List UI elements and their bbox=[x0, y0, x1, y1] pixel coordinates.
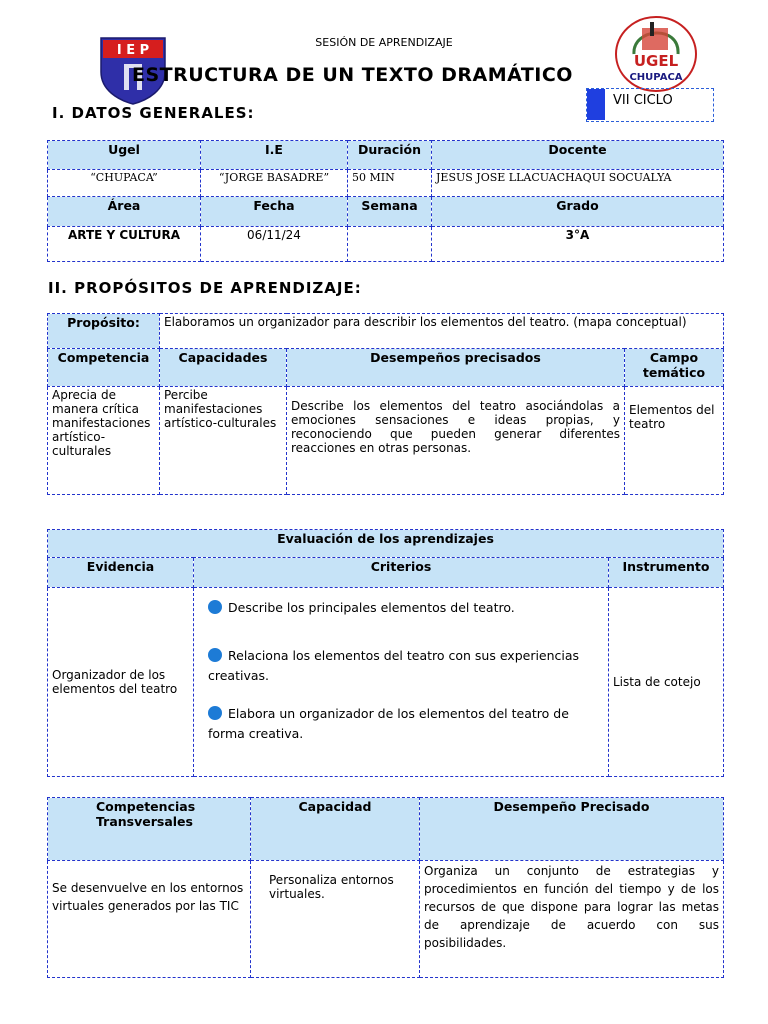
value-ie: “JORGE BASADRE” bbox=[201, 170, 348, 197]
evaluacion-title: Evaluación de los aprendizajes bbox=[48, 530, 724, 558]
value-duracion: 50 MIN bbox=[348, 170, 432, 197]
section2-heading: II. PROPÓSITOS DE APRENDIZAJE: bbox=[48, 279, 362, 297]
instrumento-text: Lista de cotejo bbox=[609, 588, 724, 777]
value-fecha: 06/11/24 bbox=[201, 227, 348, 262]
value-ugel: “CHUPACA” bbox=[48, 170, 201, 197]
value-area: ARTE Y CULTURA bbox=[48, 227, 201, 262]
criterio-item: Relaciona los elementos del teatro con sus experiencias creativas. bbox=[208, 648, 580, 683]
header-ugel: Ugel bbox=[48, 141, 201, 170]
header-instrumento: Instrumento bbox=[609, 558, 724, 588]
header-evidencia: Evidencia bbox=[48, 558, 194, 588]
header-grado: Grado bbox=[432, 197, 724, 227]
header-campo-tematico: Campo temático bbox=[625, 349, 724, 387]
datos-generales-table bbox=[47, 140, 724, 262]
header-semana: Semana bbox=[348, 197, 432, 227]
desempeno-text: Describe los elementos del teatro asociándolas a emociones sensaciones e ideas propias, y reconociendo que pueden generar diferentes reacciones en otras personas. bbox=[287, 387, 625, 495]
value-semana bbox=[348, 227, 432, 262]
page-title: ESTRUCTURA DE UN TEXTO DRAMÁTICO bbox=[132, 64, 573, 86]
header-desempenos: Desempeños precisados bbox=[287, 349, 625, 387]
ugel-chupaca-logo bbox=[612, 14, 702, 94]
proposito-text: Elaboramos un organizador para describir los elementos del teatro. (mapa conceptual) bbox=[160, 314, 724, 349]
transversal-capacidad-text: Personaliza entornos virtuales. bbox=[251, 861, 420, 978]
section1-heading: I. DATOS GENERALES: bbox=[52, 104, 255, 122]
svg-text:CHUPACA: CHUPACA bbox=[629, 72, 683, 83]
capacidades-text: Percibe manifestaciones artístico-culturales bbox=[160, 387, 287, 495]
transversal-desempeno-text: Organiza un conjunto de estrategias y procedimientos en función del tiempo y de los recursos de que dispone para lograr las metas de aprendizaje de acuerdo con sus posibilidades. bbox=[420, 861, 724, 978]
value-grado: 3°A bbox=[432, 227, 724, 262]
header-capacidades: Capacidades bbox=[160, 349, 287, 387]
transversal-competencia-text: Se desenvuelve en los entornos virtuales generados por las TIC bbox=[48, 861, 251, 978]
header-area: Área bbox=[48, 197, 201, 227]
value-docente: JESUS JOSE LLACUACHAQUI SOCUALYA bbox=[432, 170, 724, 197]
session-label: SESIÓN DE APRENDIZAJE bbox=[315, 36, 453, 49]
competencia-text: Aprecia de manera crítica manifestaciones artístico-culturales bbox=[48, 387, 160, 495]
header-desempeno-precisado: Desempeño Precisado bbox=[420, 798, 724, 861]
svg-text:UGEL: UGEL bbox=[633, 52, 679, 70]
header-duracion: Duración bbox=[348, 141, 432, 170]
header-competencias-transversales: Competencias Transversales bbox=[48, 798, 251, 861]
logo-left-text: I E P bbox=[116, 43, 150, 58]
propositos-table bbox=[47, 313, 724, 495]
campo-tematico-text: Elementos del teatro bbox=[625, 387, 724, 495]
header-fecha: Fecha bbox=[201, 197, 348, 227]
header-ie: I.E bbox=[201, 141, 348, 170]
evidencia-text: Organizador de los elementos del teatro bbox=[48, 588, 194, 777]
transversal-table bbox=[47, 797, 724, 978]
criterio-item: Describe los principales elementos del teatro. bbox=[208, 598, 600, 618]
header-docente: Docente bbox=[432, 141, 724, 170]
ciclo-label: VII CICLO bbox=[613, 93, 673, 108]
ciclo-marker bbox=[587, 89, 605, 120]
criterios-cell bbox=[194, 588, 609, 777]
bullet-icon bbox=[208, 600, 222, 614]
header-criterios: Criterios bbox=[194, 558, 609, 588]
bullet-icon bbox=[208, 706, 222, 720]
header-capacidad: Capacidad bbox=[251, 798, 420, 861]
ciclo-box bbox=[586, 88, 714, 122]
criterio-item: Elabora un organizador de los elementos del teatro de forma creativa. bbox=[208, 706, 569, 741]
evaluacion-table bbox=[47, 529, 724, 777]
proposito-label: Propósito: bbox=[48, 314, 160, 349]
bullet-icon bbox=[208, 648, 222, 662]
header-competencia: Competencia bbox=[48, 349, 160, 387]
